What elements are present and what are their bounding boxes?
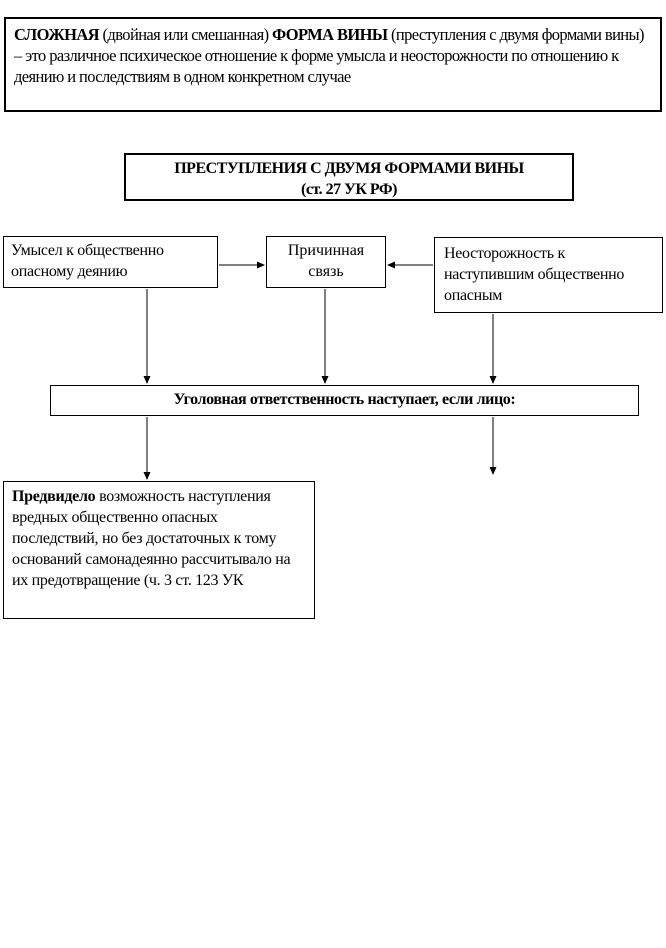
definition-term2: ФОРМА ВИНЫ	[272, 25, 388, 44]
liability-text: Уголовная ответственность наступает, если лицо:	[173, 391, 516, 408]
diagram-title: ПРЕСТУПЛЕНИЯ С ДВУМЯ ФОРМАМИ ВИНЫ	[174, 160, 524, 177]
foresaw-text: возможность наступления вредных общественно опасных последствий, но без достаточных к тому оснований самонадеянно рассчитывало на их предотвращение (ч. 3 ст. 123 УК	[12, 488, 291, 589]
causal-link-text: Причинная связь	[287, 242, 365, 280]
negligence-text: Неосторожность к наступившим общественно опасным	[444, 245, 625, 304]
diagram-title-article: (ст. 27 УК РФ)	[301, 181, 397, 198]
definition-rest: (преступления с двумя формами вины) – это различное психическое отношение к форме умысла и неосторожности по отношению к деянию и последствиям в одном конкретном случае	[14, 25, 644, 86]
intent-text: Умысел к общественно опасному деянию	[11, 242, 164, 280]
definition-term: СЛОЖНАЯ	[14, 25, 100, 44]
foresaw-lead: Предвидело	[12, 488, 96, 505]
definition-paren: (двойная или смешанная)	[99, 25, 272, 44]
